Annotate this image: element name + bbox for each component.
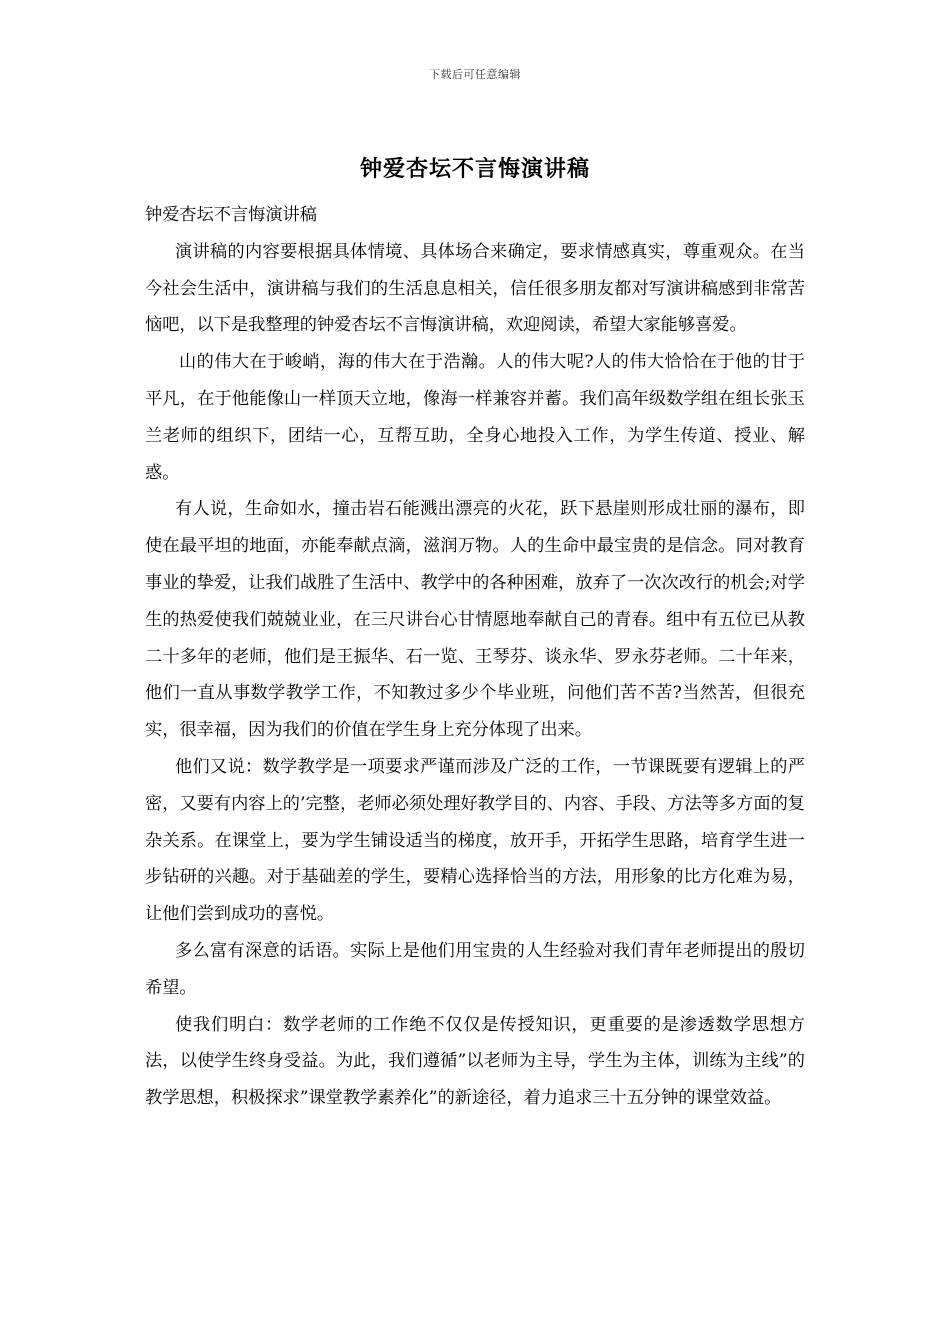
paragraph-meaningful-words: 多么富有深意的话语。实际上是他们用宝贵的人生经验对我们青年老师提出的殷切希望。	[145, 940, 805, 998]
paragraph-life-like-water: 有人说，生命如水，撞击岩石能溅出漂亮的火花，跃下悬崖则形成壮丽的瀑布，即使在最平坦的地面，亦能奉献点滴，滋润万物。人的生命中最宝贵的是信念。同对教育事业的挚爱，让我们战胜了生活中、教学中的各种困难，放弃了一次次改行的机会;对学生的热爱使我们兢兢业业，在三尺讲台心甘情愿地奉献自己的青春。组中有五位已从教二十多年的老师，他们是王振华、石一览、王琴芬、谈永华、罗永芬老师。二十年来，他们一直从事数学教学工作，不知教过多少个毕业班，问他们苦不苦?当然苦，但很充实，很幸福，因为我们的价值在学生身上充分体现了出来。	[145, 499, 805, 741]
paragraph-intro: 演讲稿的内容要根据具体情境、具体场合来确定，要求情感真实，尊重观众。在当今社会生活中，演讲稿与我们的生活息息相关，信任很多朋友都对写演讲稿感到非常苦恼吧，以下是我整理的钟爱杏坛不言悔演讲稿，欢迎阅读，希望大家能够喜爱。	[145, 241, 805, 336]
document-title: 钟爱杏坛不言悔演讲稿	[359, 156, 590, 182]
header-note: 下载后可任意编辑	[429, 68, 521, 81]
document-subtitle: 钟爱杏坛不言悔演讲稿	[145, 205, 317, 225]
paragraph-math-teaching: 他们又说：数学教学是一项要求严谨而涉及广泛的工作，一节课既要有逻辑上的严密，又要有内容上的’完整，老师必须处理好教学目的、内容、手段、方法等多方面的复杂关系。在课堂上，要为学生铺设适当的梯度，放开手，开拓学生思路，培育学生进一步钻研的兴趣。对于基础差的学生，要精心选择恰当的方法，用形象的比方化难为易，让他们尝到成功的喜悦。	[145, 756, 805, 925]
document-body	[145, 197, 805, 1117]
paragraph-mountain-sea: 山的伟大在于峻峭，海的伟大在于浩瀚。人的伟大呢?人的伟大恰恰在于他的甘于平凡，在于他能像山一样顶天立地，像海一样兼容并蓄。我们高年级数学组在组长张玉兰老师的组织下，团结一心，互帮互助，全身心地投入工作，为学生传道、授业、解惑。	[145, 352, 805, 483]
paragraph-understanding: 使我们明白：数学老师的工作绝不仅仅是传授知识，更重要的是渗透数学思想方法，以使学生终身受益。为此，我们遵循”以老师为主导，学生为主体，训练为主线”的教学思想，积极探求”课堂教学素养化”的新途径，着力追求三十五分钟的课堂效益。	[145, 1014, 805, 1109]
